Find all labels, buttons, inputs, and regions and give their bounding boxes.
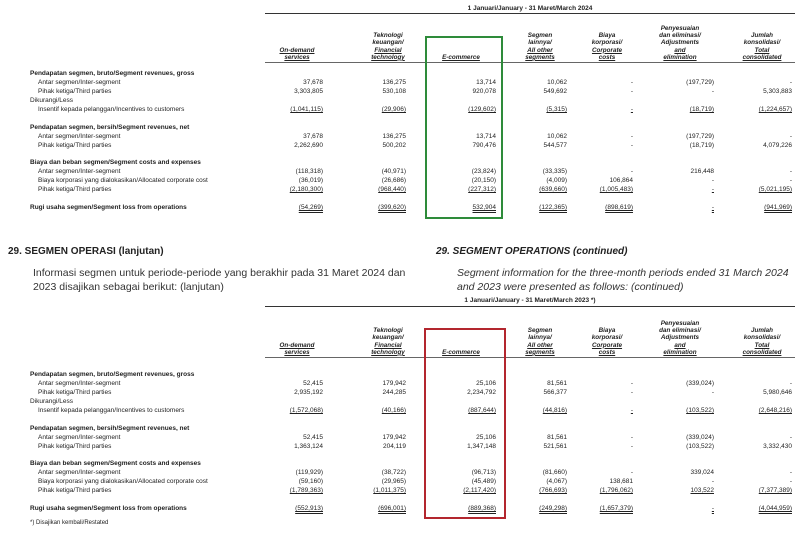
row-label: Antar segmen/Inter-segment — [38, 168, 121, 175]
cell-other: 10,062 — [547, 133, 567, 140]
table-row — [0, 124, 800, 133]
cell-total: 5,303,883 — [763, 88, 792, 95]
column-header-line: All other — [527, 46, 553, 54]
cell-ecom: (129,602) — [468, 106, 496, 113]
column-header-elim — [644, 25, 716, 61]
column-header-line: Total — [754, 341, 770, 349]
cell-ecom: 13,714 — [476, 133, 496, 140]
cell-total: (941,969) — [764, 204, 792, 211]
column-header-line: konsolidasi/ — [743, 334, 781, 342]
column-header-corp — [581, 32, 633, 61]
column-header-line: Penyesuaian — [660, 25, 700, 32]
cell-other: (122,365) — [539, 204, 567, 211]
cell-total: (2,648,216) — [758, 407, 792, 414]
cell-corp: - — [630, 168, 633, 175]
row-label: Pihak ketiga/Third parties — [38, 88, 112, 95]
cell-corp: - — [630, 106, 633, 113]
cell-total: - — [789, 478, 792, 485]
cell-ecom: 2,234,792 — [467, 389, 496, 396]
cell-total: (5,021,195) — [758, 186, 792, 193]
cell-elim: (197,729) — [686, 79, 714, 86]
column-header-line: and — [674, 46, 686, 54]
cell-elim: 339,024 — [690, 469, 714, 476]
column-header-line: Corporate — [591, 46, 623, 54]
row-label: Rugi usaha segmen/Segment loss from operations — [30, 204, 187, 211]
column-header-line: keuangan/ — [372, 334, 404, 342]
cell-ondemand: (59,160) — [298, 478, 323, 485]
cell-fintech: 179,942 — [382, 380, 406, 387]
cell-ondemand: (1,789,363) — [289, 487, 323, 494]
cell-ondemand: (552,913) — [295, 505, 323, 512]
cell-total: 4,079,226 — [763, 142, 792, 149]
cell-elim: 103,522 — [690, 487, 714, 494]
cell-ondemand: (119,929) — [295, 469, 323, 476]
row-label: Biaya dan beban segmen/Segment costs and expenses — [30, 460, 201, 467]
cell-elim: - — [711, 389, 714, 396]
cell-corp: - — [630, 389, 633, 396]
cell-ecom: (887,644) — [468, 407, 496, 414]
column-header-line: E-commerce — [442, 53, 480, 61]
cell-corp: 138,681 — [609, 478, 633, 485]
cell-elim: - — [711, 204, 714, 211]
column-header-other — [511, 327, 569, 356]
column-header-line: Jumlah — [750, 32, 774, 40]
row-label: Antar segmen/Inter-segment — [38, 380, 121, 387]
table-row — [0, 88, 800, 97]
row-label: Insentif kepada pelanggan/Incentives to customers — [38, 407, 185, 414]
highlight-box-ecommerce — [424, 328, 506, 519]
table-row — [0, 389, 800, 398]
row-label: Pendapatan segmen, bersih/Segment revenues, net — [30, 124, 190, 131]
column-header-line: E-commerce — [442, 348, 480, 356]
table-row — [0, 168, 800, 177]
cell-fintech: (38,722) — [381, 469, 406, 476]
cell-fintech: 204,119 — [382, 443, 406, 450]
table-row — [0, 443, 800, 452]
column-header-line: costs — [598, 53, 616, 61]
cell-elim: (339,024) — [686, 434, 714, 441]
column-header-line: costs — [598, 348, 616, 356]
cell-corp: (1,657,379) — [599, 505, 633, 512]
cell-ondemand: (2,180,300) — [289, 186, 323, 193]
cell-other: (5,315) — [546, 106, 567, 113]
column-header-line: dan eliminasi/ — [659, 327, 701, 335]
cell-ecom: (227,312) — [468, 186, 496, 193]
cell-corp: - — [630, 469, 633, 476]
table-row — [0, 159, 800, 168]
column-header-line: segments — [525, 348, 555, 356]
cell-ondemand: 52,415 — [303, 380, 323, 387]
row-label: Pihak ketiga/Third parties — [38, 186, 112, 193]
column-header-line: services — [284, 53, 310, 61]
cell-ecom: 25,106 — [476, 434, 496, 441]
cell-fintech: (26,686) — [381, 177, 406, 184]
cell-elim: (339,024) — [686, 380, 714, 387]
cell-ecom: 790,476 — [472, 142, 496, 149]
cell-total: - — [789, 133, 792, 140]
cell-total: - — [789, 177, 792, 184]
cell-fintech: (968,440) — [378, 186, 406, 193]
column-header-line: elimination — [663, 53, 697, 61]
cell-other: 10,062 — [547, 79, 567, 86]
cell-other: (766,693) — [539, 487, 567, 494]
cell-ecom: (889,368) — [468, 505, 496, 512]
cell-elim: - — [711, 505, 714, 512]
cell-total: (1,224,657) — [758, 106, 792, 113]
table-row — [0, 371, 800, 380]
cell-total: 3,332,430 — [763, 443, 792, 450]
column-header-line: technology — [371, 348, 405, 356]
cell-other: 81,561 — [547, 380, 567, 387]
cell-ondemand: 52,415 — [303, 434, 323, 441]
header-rule — [265, 357, 795, 358]
row-label: Pendapatan segmen, bruto/Segment revenues, gross — [30, 371, 195, 378]
row-label: Biaya korporasi yang dialokasikan/Allocated corporate cost — [38, 478, 208, 485]
cell-corp: - — [630, 79, 633, 86]
row-label: Pihak ketiga/Third parties — [38, 142, 112, 149]
cell-corp: - — [630, 380, 633, 387]
column-header-line: korporasi/ — [591, 39, 623, 47]
column-header-line: technology — [371, 53, 405, 61]
period-rule — [265, 13, 795, 14]
table-row — [0, 478, 800, 487]
cell-total: - — [789, 79, 792, 86]
cell-elim: (197,729) — [686, 133, 714, 140]
cell-ondemand: 1,363,124 — [294, 443, 323, 450]
cell-ecom: (2,117,420) — [463, 487, 496, 494]
cell-fintech: 179,942 — [382, 434, 406, 441]
column-header-line: All other — [527, 341, 553, 349]
row-label: Antar segmen/Inter-segment — [38, 469, 121, 476]
cell-corp: - — [630, 142, 633, 149]
column-header-fintech — [358, 327, 418, 356]
column-header-line: keuangan/ — [372, 39, 404, 47]
column-header-line: On-demand — [279, 341, 315, 349]
cell-other: 544,577 — [543, 142, 567, 149]
table-row — [0, 398, 800, 407]
cell-fintech: (1,011,375) — [373, 487, 406, 494]
table-row — [0, 204, 800, 213]
cell-total: (7,377,389) — [758, 487, 792, 494]
cell-other: (249,298) — [539, 505, 567, 512]
table-row — [0, 487, 800, 496]
cell-ondemand: (54,269) — [298, 204, 323, 211]
column-header-total — [730, 32, 794, 61]
table-row — [0, 425, 800, 434]
cell-corp: 106,864 — [609, 177, 633, 184]
row-label: Biaya korporasi yang dialokasikan/Allocated corporate cost — [38, 177, 208, 184]
column-header-line: Teknologi — [373, 327, 403, 335]
column-header-line: dan eliminasi/ — [659, 32, 701, 40]
cell-total: 5,980,646 — [763, 389, 792, 396]
restated-footnote: *) Disajikan kembali/Restated — [30, 520, 109, 526]
cell-elim: - — [711, 186, 714, 193]
column-header-line: Penyesuaian — [660, 320, 700, 327]
cell-fintech: 136,275 — [382, 79, 406, 86]
cell-other: 521,561 — [543, 443, 567, 450]
column-header-line: services — [284, 348, 310, 356]
cell-corp: - — [630, 133, 633, 140]
cell-ecom: (23,824) — [471, 168, 496, 175]
row-label: Pihak ketiga/Third parties — [38, 389, 112, 396]
cell-ondemand: (36,019) — [298, 177, 323, 184]
row-label: Pihak ketiga/Third parties — [38, 487, 112, 494]
column-header-line: Segmen — [527, 327, 553, 335]
column-header-line: lainnya/ — [528, 334, 552, 342]
cell-corp: - — [630, 407, 633, 414]
table-row — [0, 407, 800, 416]
cell-elim: - — [711, 177, 714, 184]
column-header-other — [511, 32, 569, 61]
table-row — [0, 97, 800, 106]
column-header-line: Jumlah — [750, 327, 774, 335]
row-label: Pihak ketiga/Third parties — [38, 443, 112, 450]
cell-ecom: (96,713) — [471, 469, 496, 476]
cell-ondemand: 37,678 — [303, 79, 323, 86]
column-header-line: On-demand — [279, 46, 315, 54]
column-header-line: Teknologi — [373, 32, 403, 40]
cell-total: - — [789, 434, 792, 441]
column-header-line: Biaya — [598, 327, 616, 335]
cell-total: - — [789, 469, 792, 476]
row-label: Pendapatan segmen, bruto/Segment revenues, gross — [30, 70, 195, 77]
column-header-total — [730, 327, 794, 356]
cell-total: - — [789, 168, 792, 175]
column-header-line: Total — [754, 46, 770, 54]
cell-other: (33,335) — [542, 168, 567, 175]
section-paragraph-id: Informasi segmen untuk periode-periode yang berakhir pada 31 Maret 2024 dan 2023 disajikan sebagai berikut: (lanjutan) — [33, 267, 406, 293]
column-header-line: consolidated — [742, 348, 782, 356]
table-row — [0, 133, 800, 142]
cell-elim: (103,522) — [686, 407, 714, 414]
cell-ecom: (45,489) — [471, 478, 496, 485]
cell-total: (4,044,959) — [758, 505, 792, 512]
cell-ondemand: 2,262,690 — [294, 142, 323, 149]
column-header-line: segments — [525, 53, 555, 61]
column-header-fintech — [358, 32, 418, 61]
row-label: Antar segmen/Inter-segment — [38, 133, 121, 140]
column-header-ondemand — [265, 47, 329, 61]
row-label: Dikurangi/Less — [30, 97, 73, 104]
cell-elim: 216,448 — [690, 168, 714, 175]
cell-other: (639,660) — [539, 186, 567, 193]
table-row — [0, 505, 800, 514]
cell-fintech: (29,906) — [381, 106, 406, 113]
cell-other: (44,816) — [542, 407, 567, 414]
row-label: Antar segmen/Inter-segment — [38, 434, 121, 441]
cell-fintech: 500,202 — [382, 142, 406, 149]
cell-ecom: 1,347,148 — [467, 443, 496, 450]
section-heading-id: 29. SEGMEN OPERASI (lanjutan) — [8, 246, 164, 257]
cell-ondemand: 2,935,192 — [294, 389, 323, 396]
column-header-line: Corporate — [591, 341, 623, 349]
row-label: Rugi usaha segmen/Segment loss from operations — [30, 505, 187, 512]
cell-other: (4,009) — [546, 177, 567, 184]
cell-other: 566,377 — [543, 389, 567, 396]
table-row — [0, 177, 800, 186]
table-row — [0, 460, 800, 469]
cell-fintech: 244,285 — [382, 389, 406, 396]
column-header-line: and — [674, 341, 686, 349]
column-header-line: elimination — [663, 348, 697, 356]
table-row — [0, 79, 800, 88]
header-rule — [265, 62, 795, 63]
row-label: Insentif kepada pelanggan/Incentives to customers — [38, 106, 185, 113]
cell-ondemand: 37,678 — [303, 133, 323, 140]
column-header-elim — [644, 320, 716, 356]
cell-ecom: (20,150) — [471, 177, 496, 184]
column-header-line: consolidated — [742, 53, 782, 61]
table-row — [0, 106, 800, 115]
column-header-line: Biaya — [598, 32, 616, 40]
column-header-line: Adjustments — [660, 39, 700, 47]
row-label: Antar segmen/Inter-segment — [38, 79, 121, 86]
table-row — [0, 469, 800, 478]
row-label: Pendapatan segmen, bersih/Segment revenues, net — [30, 425, 190, 432]
cell-corp: - — [630, 443, 633, 450]
section-heading-en: 29. SEGMENT OPERATIONS (continued) — [436, 246, 628, 257]
cell-fintech: (696,001) — [378, 505, 406, 512]
cell-elim: (103,522) — [686, 443, 714, 450]
cell-corp: - — [630, 88, 633, 95]
cell-fintech: (29,965) — [381, 478, 406, 485]
section-paragraph-en: Segment information for the three-month periods ended 31 March 2024 and 2023 were presented as follows: (continued) — [457, 267, 789, 293]
cell-total: - — [789, 380, 792, 387]
table-row — [0, 380, 800, 389]
cell-ondemand: (1,572,068) — [289, 407, 323, 414]
period-rule — [265, 306, 795, 307]
cell-fintech: 136,275 — [382, 133, 406, 140]
cell-fintech: 530,108 — [382, 88, 406, 95]
cell-other: (81,660) — [542, 469, 567, 476]
column-header-corp — [581, 327, 633, 356]
column-header-ondemand — [265, 342, 329, 356]
cell-other: 549,692 — [543, 88, 567, 95]
cell-ondemand: 3,303,805 — [294, 88, 323, 95]
column-header-line: Financial — [374, 341, 402, 349]
row-label: Biaya dan beban segmen/Segment costs and expenses — [30, 159, 201, 166]
row-label: Dikurangi/Less — [30, 398, 73, 405]
table-row — [0, 186, 800, 195]
cell-fintech: (399,620) — [378, 204, 406, 211]
cell-corp: - — [630, 434, 633, 441]
period-header: 1 Januari/January - 31 Maret/March 2023 *) — [464, 297, 596, 304]
cell-other: (4,067) — [546, 478, 567, 485]
cell-ondemand: (1,041,115) — [290, 106, 323, 113]
table-row — [0, 70, 800, 79]
cell-corp: (1,005,483) — [599, 186, 633, 193]
table-row — [0, 142, 800, 151]
cell-elim: - — [711, 478, 714, 485]
table-row — [0, 434, 800, 443]
column-header-line: Segmen — [527, 32, 553, 40]
cell-elim: (18,719) — [689, 142, 714, 149]
cell-fintech: (40,971) — [381, 168, 406, 175]
cell-elim: - — [711, 88, 714, 95]
column-header-line: korporasi/ — [591, 334, 623, 342]
column-header-line: konsolidasi/ — [743, 39, 781, 47]
column-header-line: lainnya/ — [528, 39, 552, 47]
column-header-line: Adjustments — [660, 334, 700, 342]
cell-ecom: 532,904 — [472, 204, 496, 211]
cell-corp: (898,619) — [605, 204, 633, 211]
cell-corp: (1,796,062) — [599, 487, 633, 494]
cell-ecom: 25,106 — [476, 380, 496, 387]
column-header-line: Financial — [374, 46, 402, 54]
highlight-box-ecommerce — [425, 36, 503, 219]
cell-fintech: (40,166) — [381, 407, 406, 414]
cell-ondemand: (118,318) — [295, 168, 323, 175]
cell-other: 81,561 — [547, 434, 567, 441]
cell-ecom: 920,078 — [472, 88, 496, 95]
cell-elim: (18,719) — [689, 106, 714, 113]
cell-ecom: 13,714 — [476, 79, 496, 86]
period-header: 1 Januari/January - 31 Maret/March 2024 — [467, 5, 593, 12]
